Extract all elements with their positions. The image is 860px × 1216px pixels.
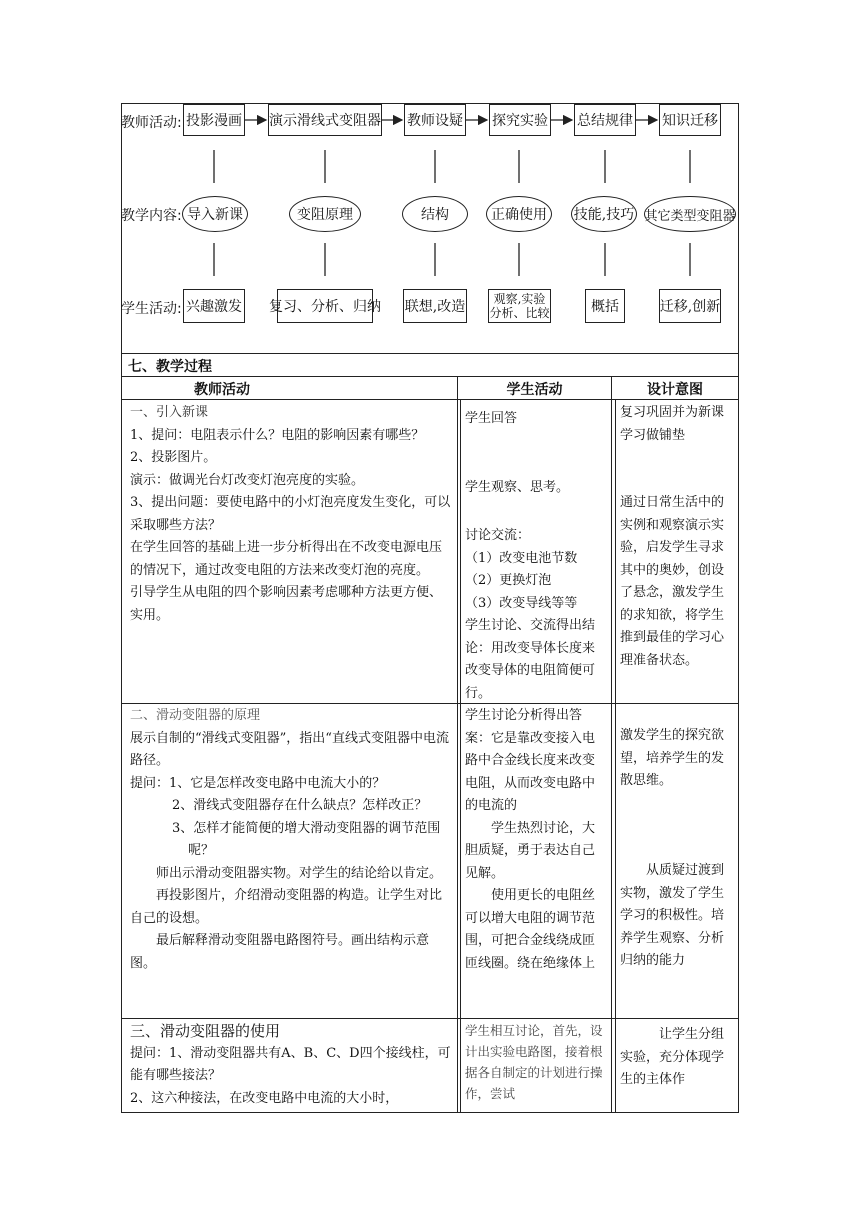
teaching-content-label: 教学内容: (121, 208, 182, 224)
table-border (738, 353, 739, 1113)
row1-student-observe: 学生观察、思考。 (465, 480, 570, 495)
header-student-activity: 学生活动 (506, 382, 563, 398)
row2-student-line: 使用更长的电阻丝可以增大电阻的调节范围，可把合金线绕成匝匝线圈。绕在绝缘体上 (465, 888, 596, 971)
teacher-activity-label: 教师活动: (121, 115, 182, 131)
table-border (611, 376, 612, 1113)
flow-content-oval: 变阻原理 (289, 196, 361, 232)
row2-line: 3、怎样才能简便的增大滑动变阻器的调节范围呢？ (172, 820, 441, 858)
table-border (121, 353, 122, 1113)
row2-teacher-cell (130, 705, 452, 975)
row1-title: 一、引入新课 (130, 405, 209, 420)
row2-line: 最后解释滑动变阻器电路图符号。画出结构示意图。 (130, 933, 430, 971)
row3-title: 三、滑动变阻器的使用 (130, 1022, 281, 1040)
flow-teacher-box: 演示滑线式变阻器 (268, 104, 382, 136)
student-line: （2）更换灯泡 (465, 573, 552, 588)
header-design-intent: 设计意图 (647, 382, 703, 398)
flow-teacher-box: 总结规律 (574, 104, 636, 136)
flow-student-box: 兴趣激发 (183, 289, 245, 323)
row1-line: 在学生回答的基础上进一步分析得出在不改变电源电压的情况下，通过改变电阻的方法来改变灯泡的亮度。 (130, 540, 443, 578)
row2-line: 再投影图片，介绍滑动变阻器的构造。让学生对比自己的设想。 (130, 888, 443, 926)
flow-content-oval: 结构 (402, 196, 468, 232)
table-border (121, 1112, 739, 1113)
student-line: （1）改变电池节数 (465, 550, 578, 566)
row3-intent-cell: 让学生分组实验，充分体现学生的主体作 (620, 1027, 725, 1087)
student-line: 讨论交流： (465, 528, 531, 543)
row1-line: 2、投影图片。 (130, 450, 217, 465)
table-border (121, 353, 739, 354)
row2-intent-a: 激发学生的探究欲望，培养学生的发散思维。 (620, 728, 725, 788)
row3-line: 2、这六种接法，在改变电路中电流的大小时， (130, 1090, 399, 1106)
student-activity-label: 学生活动: (121, 301, 182, 317)
row2-student-cell (465, 705, 607, 975)
row2-title: 二、滑动变阻器的原理 (130, 708, 261, 723)
section-title: 七、教学过程 (128, 359, 212, 375)
table-border (615, 399, 616, 1113)
flow-student-box: 迁移,创新 (659, 289, 721, 323)
flow-teacher-box: 投影漫画 (183, 104, 245, 136)
flow-student-box: 联想,改造 (403, 289, 467, 323)
row2-student-line: 学生讨论分析得出答案：它是靠改变接入电路中合金线长度来改变电阻，从而改变电路中的电流的 (465, 708, 596, 813)
row1-intent-b: 通过日常生活中的实例和观察演示实验，启发学生寻求其中的奥妙，创设了悬念，激发学生的求知欲，将学生推到最佳的学习心理准备状态。 (620, 495, 725, 668)
flow-content-oval: 其它类型变阻器 (644, 196, 736, 232)
row2-line: 2、滑线式变阻器存在什么缺点？怎样改正？ (172, 798, 428, 813)
student-line: 学生讨论、交流得出结论：用改变导体长度来改变导体的电阻简便可行。 (465, 618, 596, 701)
row1-intent-a: 复习巩固并为新课学习做铺垫 (620, 405, 725, 443)
flow-content-oval: 技能,技巧 (571, 196, 637, 232)
row2-line: 展示自制的“滑线式变阻器”，指出“直线式变阻器中电流路径。 (130, 730, 449, 768)
row2-line: 师出示滑动变阻器实物。对学生的结论给以肯定。 (156, 865, 443, 881)
row3-line: 提问：1、滑动变阻器共有A、B、C、D四个接线柱，可能有哪些接法？ (130, 1045, 451, 1083)
row1-line: 3、提出问题：要使电路中的小灯泡亮度发生变化，可以采取哪些方法？ (130, 495, 451, 533)
table-border (121, 399, 739, 400)
row1-line: 演示：做调光台灯改变灯泡亮度的实验。 (130, 472, 365, 488)
flow-student-box: 概括 (585, 289, 625, 323)
table-border (121, 1018, 739, 1019)
row3-student-cell: 学生相互讨论，首先，设计出实验电路图，接着根据各自制定的计划进行操作，尝试 (465, 1023, 603, 1101)
flow-teacher-box: 教师设疑 (404, 104, 466, 136)
header-teacher-activity: 教师活动 (194, 382, 250, 398)
table-border (460, 399, 461, 1113)
flow-content-oval: 正确使用 (486, 196, 552, 232)
row2-student-line: 学生热烈讨论，大胆质疑，勇于表达自己见解。 (465, 820, 596, 881)
table-border (457, 376, 458, 1113)
student-line: （3）改变导线等等 (465, 595, 578, 611)
row1-student-discuss (465, 525, 607, 705)
row1-line: 引导学生从电阻的四个影响因素考虑哪种方法更方便、实用。 (130, 585, 443, 623)
row3-teacher-cell (130, 1020, 452, 1110)
flow-teacher-box: 探究实验 (489, 104, 551, 136)
flow-teacher-box: 知识迁移 (659, 104, 721, 136)
flow-student-box: 复习、分析、归纳 (277, 289, 373, 323)
row1-line: 1、提问：电阻表示什么？电阻的影响因素有哪些？ (130, 427, 425, 443)
flow-student-box: 观察,实验 分析、比较 (488, 289, 551, 323)
row2-line: 提问：1、它是怎样改变电路中电流大小的？ (130, 775, 386, 791)
flow-content-oval: 导入新课 (182, 196, 248, 232)
row1-student-answer: 学生回答 (465, 411, 518, 426)
table-border (121, 703, 739, 704)
row2-intent-b: 从质疑过渡到实物，激发了学生学习的积极性。培养学生观察、分析归纳的能力 (620, 863, 725, 968)
row1-teacher-cell (130, 402, 452, 627)
table-border (121, 376, 739, 377)
